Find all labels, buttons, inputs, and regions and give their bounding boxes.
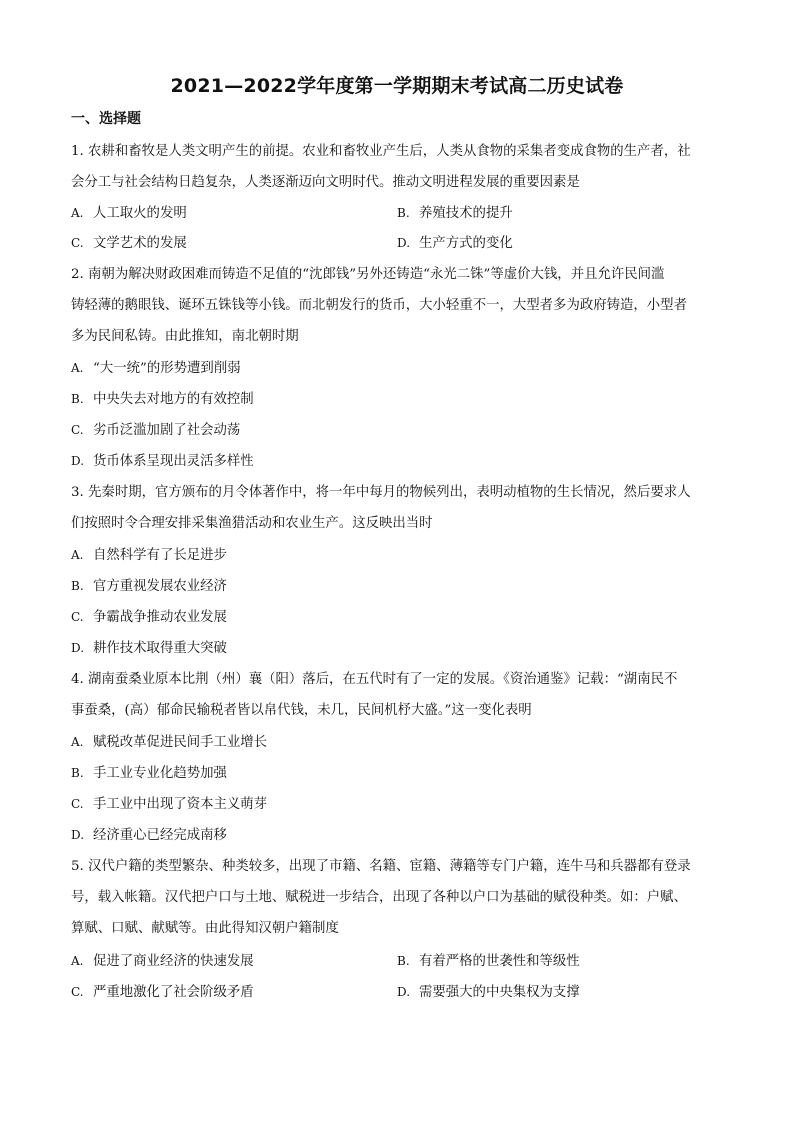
option-text: 中央失去对地方的有效控制 [93,392,254,407]
question-3-option-c[interactable] [71,607,227,628]
question-4-line-2: 事蚕桑，(高）郁命民输税者皆以帛代钱，未几，民间机杼大盛。”这一变化表明 [71,703,532,718]
option-text: 严重地激化了社会阶级矛盾 [93,985,254,1000]
question-2-line-1: 2. 南朝为解决财政困难而铸造不足值的“沈郎钱”另外还铸造“永光二铢”等虚价大钱，并且允许民间滥 [71,267,665,282]
option-letter: C. [71,236,84,250]
option-letter: A. [71,548,84,562]
question-5-option-a[interactable] [71,951,254,972]
option-letter: D. [71,828,85,842]
option-text: 货币体系呈现出灵活多样性 [93,454,254,469]
option-text: 自然科学有了长足进步 [93,548,227,563]
question-4-option-b[interactable] [71,763,227,784]
question-2-option-b[interactable] [71,389,254,410]
question-5-option-d[interactable] [397,982,580,1003]
option-letter: B. [397,206,410,220]
option-text: 生产方式的变化 [419,236,513,251]
option-letter: C. [71,797,84,811]
option-letter: A. [71,954,84,968]
option-text: 耕作技术取得重大突破 [93,641,227,656]
question-1-option-c[interactable] [71,233,187,254]
option-text: 养殖技术的提升 [419,206,513,221]
option-text: 手工业中出现了资本主义萌芽 [93,797,268,812]
section-heading: 一、选择题 [71,111,141,127]
option-letter: A. [71,206,84,220]
question-1-option-b[interactable] [397,203,513,224]
question-2-option-a[interactable] [71,358,241,379]
question-4-option-d[interactable] [71,825,227,846]
question-3-option-d[interactable] [71,638,227,659]
question-5-line-2: 号，载入帐籍。汉代把户口与土地、赋税进一步结合，出现了各种以户口为基础的赋役种类。如：户赋、 [71,890,687,905]
question-1-option-d[interactable] [397,233,513,254]
question-3-option-b[interactable] [71,576,227,597]
question-5-line-1: 5. 汉代户籍的类型繁杂、种类较多，出现了市籍、名籍、宦籍、薄籍等专门户籍，连牛马和兵器都有登录 [71,859,691,874]
option-text: 经济重心已经完成南移 [93,828,227,843]
question-1-option-a[interactable] [71,203,187,224]
option-letter: A. [71,361,84,375]
question-2-option-c[interactable] [71,420,240,441]
option-text: 赋税改革促进民间手工业增长 [93,735,268,750]
option-letter: C. [71,610,84,624]
option-letter: C. [71,423,84,437]
option-text: 争霸战争推动农业发展 [93,610,227,625]
question-3-line-2: 们按照时令合理安排采集渔猎活动和农业生产。这反映出当时 [71,516,433,531]
option-letter: D. [397,236,411,250]
question-2-option-d[interactable] [71,451,254,472]
option-letter: D. [397,985,411,999]
question-3-option-a[interactable] [71,545,227,566]
question-1-line-1: 1. 农耕和畜牧是人类文明产生的前提。农业和畜牧业产生后，人类从食物的采集者变成食物的生产者，社 [71,144,691,159]
question-4-option-c[interactable] [71,794,267,815]
option-text: 有着严格的世袭性和等级性 [419,954,580,969]
option-text: 劣币泛滥加剧了社会动荡 [93,423,241,438]
question-5-option-b[interactable] [397,951,580,972]
question-4-option-a[interactable] [71,732,267,753]
option-letter: C. [71,985,84,999]
option-text: 官方重视发展农业经济 [93,579,227,594]
option-letter: A. [71,735,84,749]
question-2-line-3: 多为民间私铸。由此推知，南北朝时期 [71,329,299,344]
option-letter: D. [71,454,85,468]
question-5-option-c[interactable] [71,982,254,1003]
option-letter: B. [71,392,84,406]
option-letter: B. [71,579,84,593]
exam-title: 2021—2022学年度第一学期期末考试高二历史试卷 [170,75,624,97]
option-text: 需要强大的中央集权为支撑 [419,985,580,1000]
option-letter: B. [71,766,84,780]
option-letter: D. [71,641,85,655]
question-4-line-1: 4. 湖南蚕桑业原本比荆（州）襄（阳）落后，在五代时有了一定的发展。《资治通鉴》记载：“湖南民不 [71,672,678,687]
question-5-line-3: 算赋、口赋、献赋等。由此得知汉朝户籍制度 [71,921,339,936]
option-text: 文学艺术的发展 [93,236,187,251]
question-2-line-2: 铸轻薄的鹅眼钱、诞环五铢钱等小钱。而北朝发行的货币，大小轻重不一，大型者多为政府铸造，小型者 [71,298,687,313]
question-3-line-1: 3. 先秦时期，官方颁布的月令体著作中，将一年中每月的物候列出，表明动植物的生长情况，然后要求人 [71,485,691,500]
option-text: 促进了商业经济的快速发展 [93,954,254,969]
option-letter: B. [397,954,410,968]
option-text: 人工取火的发明 [93,206,187,221]
question-1-line-2: 会分工与社会结构日趋复杂，人类逐渐迈向文明时代。推动文明进程发展的重要因素是 [71,175,580,190]
option-text: “大一统”的形势遭到削弱 [93,361,241,376]
option-text: 手工业专业化趋势加强 [93,766,227,781]
